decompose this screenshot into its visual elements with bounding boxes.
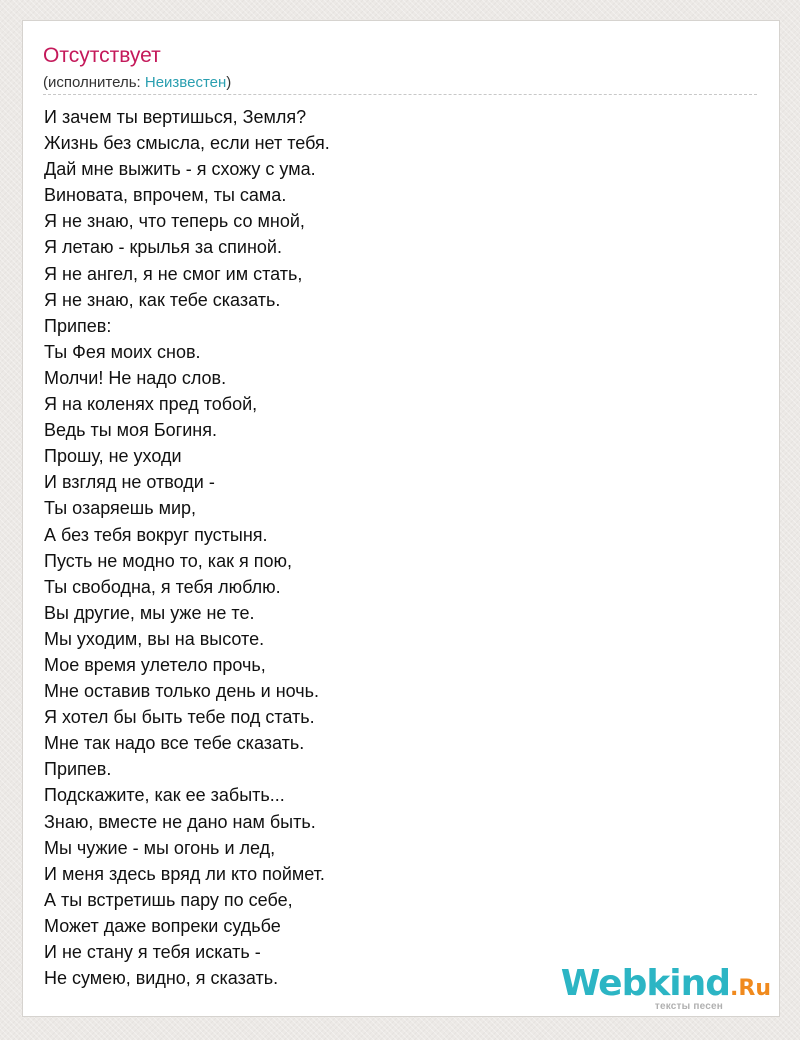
lyric-line: Пусть не модно то, как я пою,: [44, 550, 292, 571]
lyric-line: Ты озаряешь мир,: [44, 498, 197, 519]
lyric-line: Припев:: [44, 315, 112, 336]
lyric-line: И не стану я тебя искать -: [44, 942, 261, 962]
lyric-line: Молчи! Не надо слов.: [44, 367, 227, 388]
artist-line: [43, 73, 231, 93]
lyric-line: Ты свободна, я тебя люблю.: [44, 576, 281, 597]
lyric-line: И взгляд не отводи -: [44, 472, 215, 493]
lyric-line: Жизнь без смысла, если нет тебя.: [44, 133, 330, 154]
artist-prefix: (исполнитель:: [43, 74, 145, 91]
lyric-line: Прошу, не уходи: [44, 446, 182, 467]
logo-tld: .Ru: [730, 976, 771, 1001]
lyric-line: Подскажите, как ее забыть...: [44, 785, 285, 806]
logo-tagline: тексты песен: [654, 1001, 723, 1012]
lyric-line: Может даже вопреки судьбе: [44, 915, 281, 936]
lyric-line: Мы уходим, вы на высоте.: [44, 628, 265, 649]
lyrics-page: [22, 20, 780, 1017]
lyric-line: Ты Фея моих снов.: [44, 341, 201, 362]
lyric-line: А ты встретишь пару по себе,: [44, 889, 293, 910]
artist-suffix: ): [226, 74, 232, 91]
lyric-line: Мне оставив только день и ночь.: [44, 681, 320, 702]
lyric-line: Вы другие, мы уже не те.: [44, 602, 255, 623]
dashed-divider: [43, 94, 757, 95]
lyric-line: Я летаю - крылья за спиной.: [44, 237, 282, 258]
artist-link[interactable]: Неизвестен: [144, 74, 227, 91]
lyric-line: А без тебя вокруг пустыня.: [44, 524, 268, 545]
lyrics-text: [44, 104, 330, 991]
lyric-line: Дай мне выжить - я схожу с ума.: [44, 159, 316, 180]
lyric-line: Припев.: [44, 759, 112, 780]
site-logo[interactable]: [560, 963, 771, 1016]
lyric-line: Знаю, вместе не дано нам быть.: [44, 811, 316, 832]
lyric-line: Ведь ты моя Богиня.: [44, 420, 217, 441]
lyric-line: Я хотел бы быть тебе под стать.: [44, 707, 315, 728]
lyric-line: Мне так надо все тебе сказать.: [44, 733, 305, 754]
lyric-line: Мы чужие - мы огонь и лед,: [44, 837, 276, 858]
lyric-line: Мое время улетело прочь,: [44, 654, 266, 675]
lyric-line: Я не ангел, я не смог им стать,: [44, 263, 303, 284]
lyric-line: Не сумею, видно, я сказать.: [44, 968, 279, 989]
lyric-line: Я на коленях пред тобой,: [44, 394, 258, 415]
lyric-line: И меня здесь вряд ли кто поймет.: [44, 863, 325, 884]
logo-word: Webkind: [560, 963, 731, 1004]
lyric-line: Виновата, впрочем, ты сама.: [44, 185, 287, 206]
lyric-line: Я не знаю, как тебе сказать.: [44, 289, 281, 310]
lyric-line: И зачем ты вертишься, Земля?: [44, 107, 307, 127]
lyric-line: Я не знаю, что теперь со мной,: [44, 211, 305, 232]
song-title: Отсутствует: [43, 44, 161, 67]
